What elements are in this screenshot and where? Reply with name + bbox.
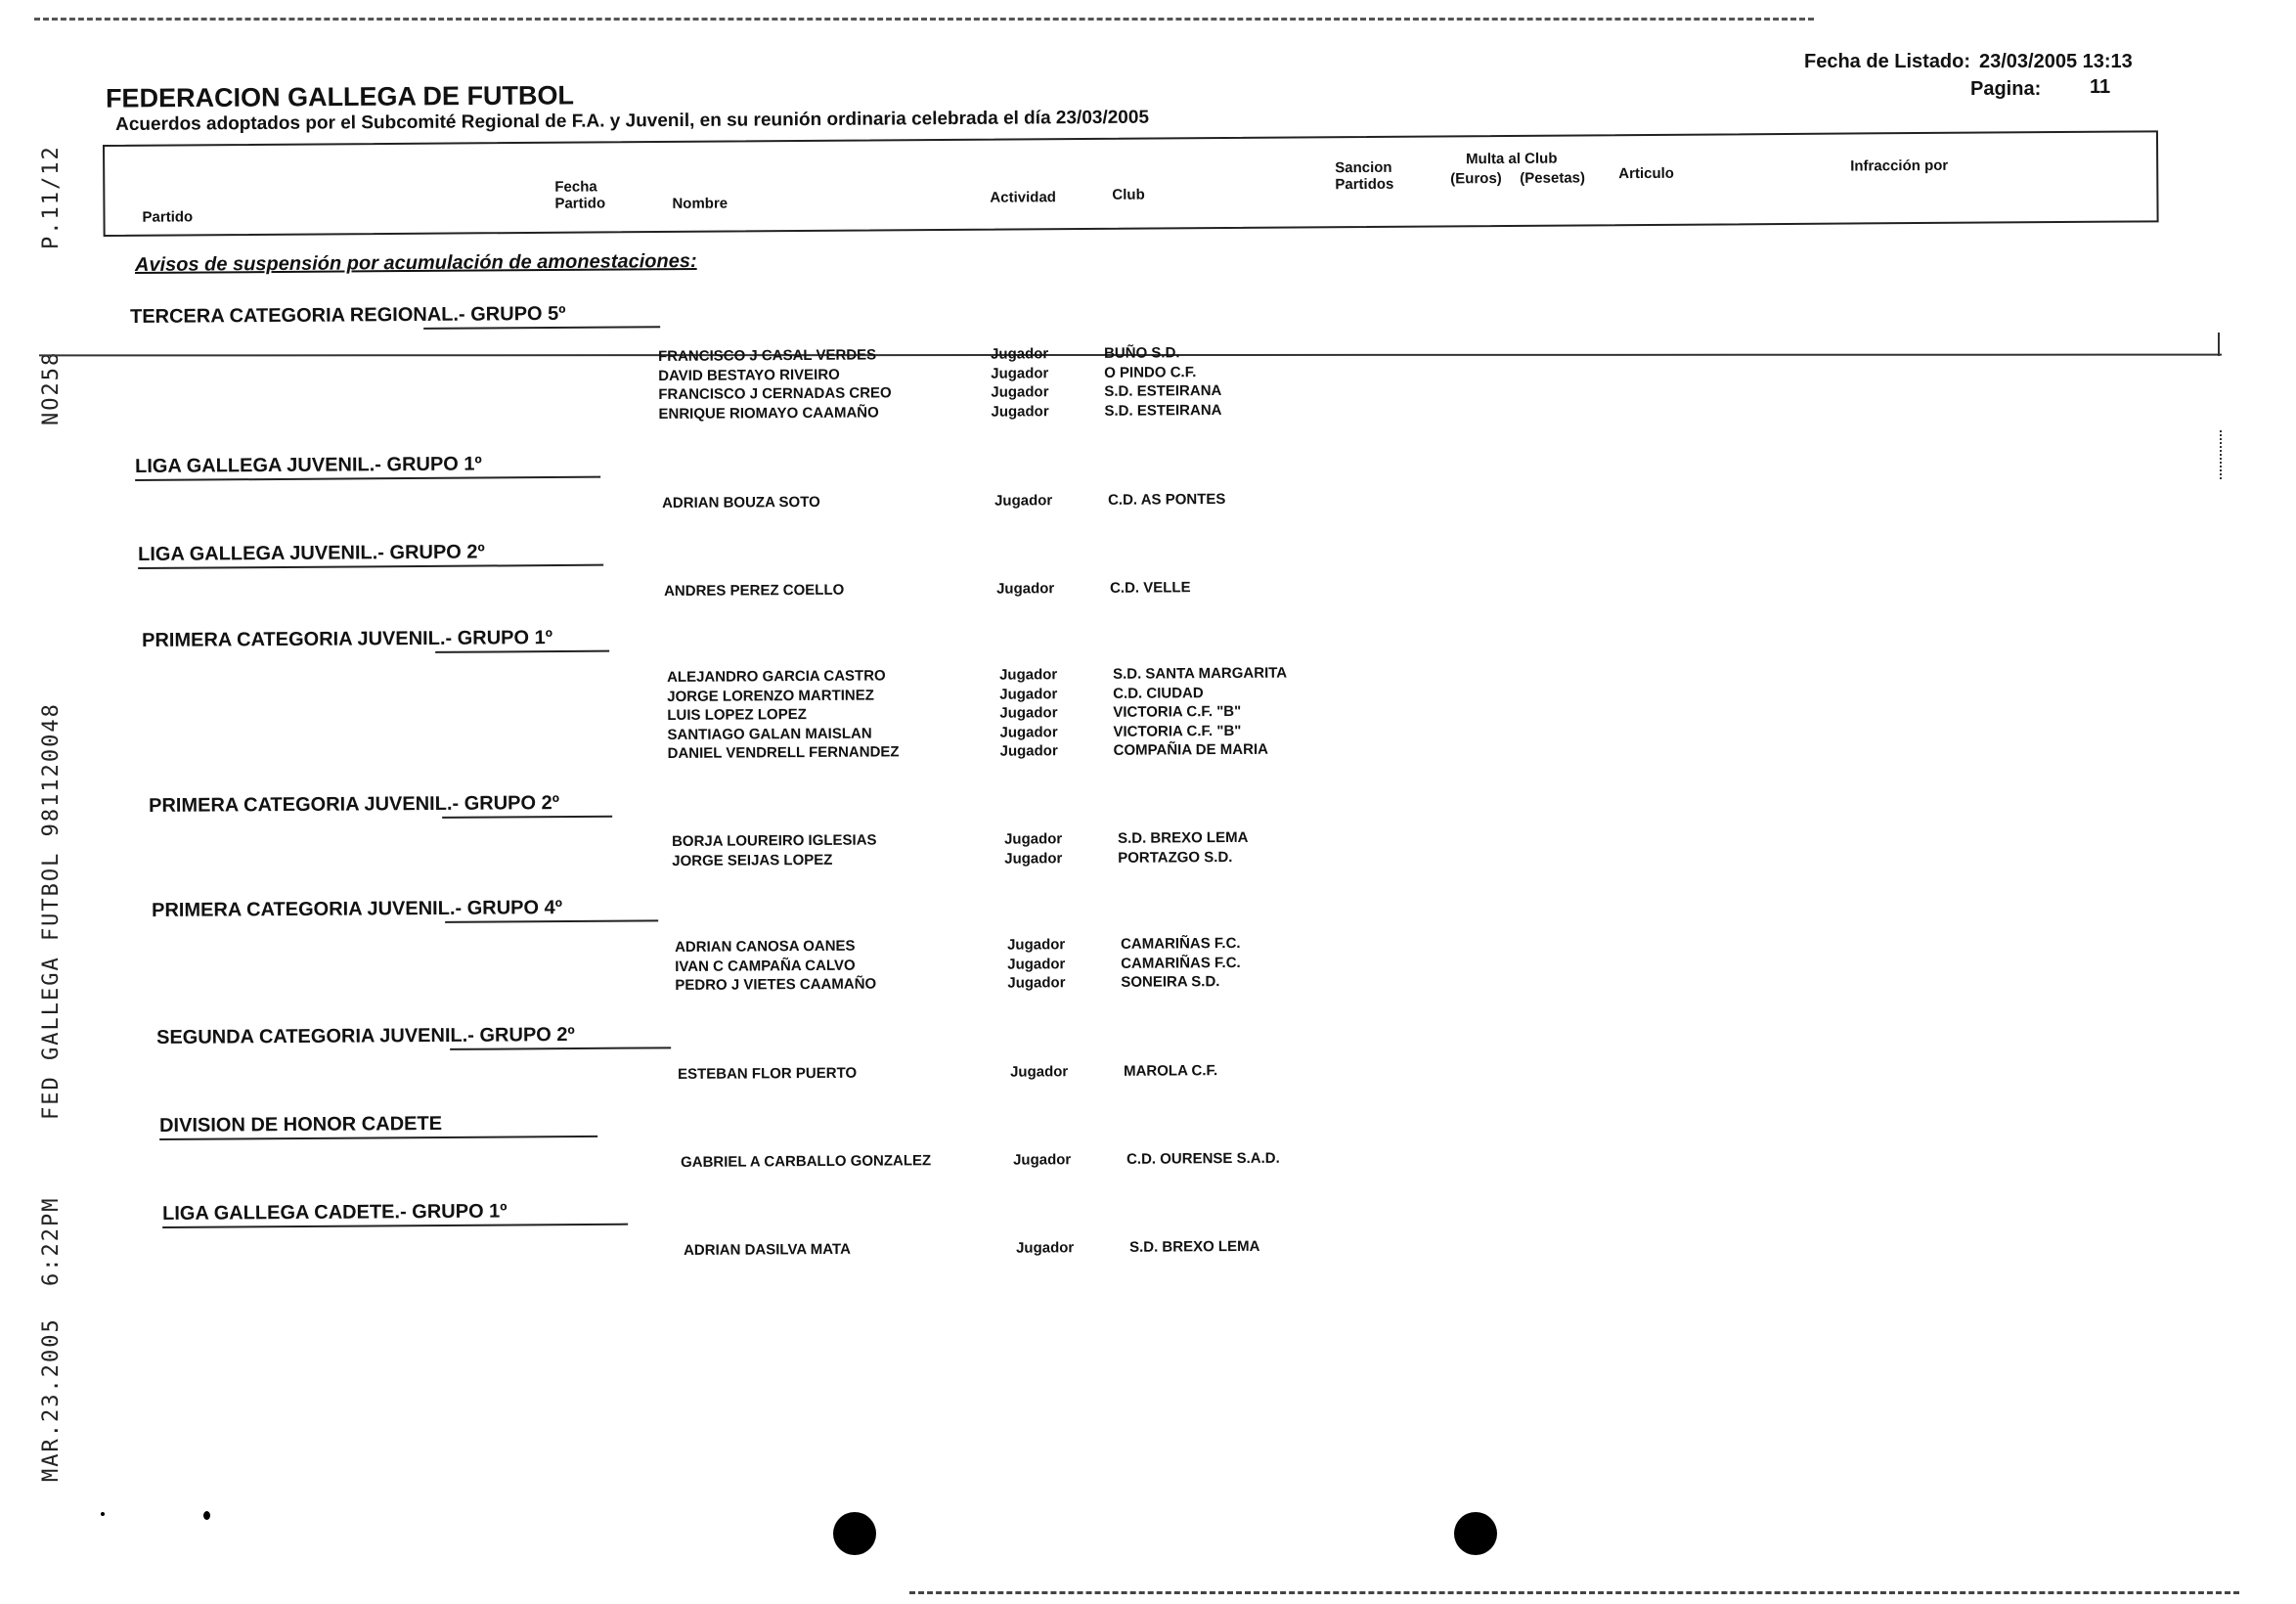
row-name: DAVID BESTAYO RIVEIRO: [658, 366, 840, 384]
group-title: LIGA GALLEGA JUVENIL.- GRUPO 2º: [138, 541, 485, 565]
fax-transmission-header: [39, 112, 78, 1482]
col-partido: Partido: [142, 208, 194, 226]
row-club: C.D. CIUDAD: [1113, 684, 1204, 702]
scan-artifact-top-dashes: [34, 18, 1814, 21]
scan-speck: [101, 1512, 105, 1516]
group-segunda-juvenil-2: [156, 1024, 575, 1049]
page-number: 11: [2090, 76, 2111, 98]
group-underline: [435, 650, 609, 653]
row-activity: Jugador: [991, 402, 1049, 421]
row-name: ENRIQUE RIOMAYO CAAMAÑO: [658, 403, 879, 423]
group-title: PRIMERA CATEGORIA JUVENIL.- GRUPO 2º: [149, 792, 560, 817]
row-club: SONEIRA S.D.: [1121, 973, 1220, 991]
row-name: GABRIEL A CARBALLO GONZALEZ: [681, 1152, 932, 1171]
row-club: C.D. AS PONTES: [1107, 490, 1226, 509]
row-name: ALEJANDRO GARCIA CASTRO: [667, 667, 886, 686]
listing-date-value: 23/03/2005 13:13: [1979, 51, 2133, 72]
row-activity: Jugador: [1003, 830, 1063, 848]
row-activity: Jugador: [999, 723, 1058, 741]
col-club: Club: [1112, 186, 1145, 203]
row-activity: Jugador: [999, 685, 1058, 703]
row-club: VICTORIA C.F. "B": [1113, 722, 1242, 740]
col-nombre: Nombre: [672, 195, 729, 212]
col-multa-club: Multa al Club: [1466, 150, 1558, 168]
row-activity: Jugador: [1012, 1151, 1072, 1169]
row-name: ADRIAN DASILVA MATA: [684, 1240, 851, 1259]
listing-date-label: Fecha de Listado:: [1804, 51, 1971, 72]
scan-artifact-bottom-dashes: [909, 1591, 2239, 1594]
document-subtitle: Acuerdos adoptados por el Subcomité Regional de F.A. y Juvenil, en su reunión ordinaria celebrada el día 23/03/2005: [115, 107, 1150, 135]
row-activity: Jugador: [991, 383, 1049, 401]
row-club: C.D. VELLE: [1109, 579, 1191, 597]
col-fecha-partido: Fecha Partido: [554, 178, 606, 212]
group-underline: [423, 326, 660, 330]
col-infraccion: Infracción por: [1850, 156, 1949, 175]
row-club: S.D. BREXO LEMA: [1117, 828, 1249, 847]
group-tercera-regional-5: [130, 303, 566, 329]
col-articulo: Articulo: [1618, 164, 1674, 183]
scan-artifact-dots: [2220, 430, 2222, 479]
row-activity: Jugador: [1004, 849, 1063, 868]
col-actividad: Actividad: [990, 189, 1056, 206]
group-title: PRIMERA CATEGORIA JUVENIL.- GRUPO 4º: [152, 897, 563, 921]
group-primera-juvenil-4: [152, 897, 562, 922]
group-title: LIGA GALLEGA JUVENIL.- GRUPO 1º: [135, 453, 482, 477]
row-name: DANIEL VENDRELL FERNANDEZ: [667, 743, 900, 762]
row-club: S.D. ESTEIRANA: [1104, 381, 1222, 400]
group-primera-juvenil-1: [142, 627, 552, 652]
row-club: VICTORIA C.F. "B": [1113, 702, 1242, 721]
row-club: CAMARIÑAS F.C.: [1120, 934, 1241, 953]
row-club: COMPAÑIA DE MARIA: [1113, 740, 1268, 759]
row-activity: Jugador: [995, 580, 1055, 598]
fax-date: MAR.23.2005: [39, 1317, 64, 1482]
punch-hole-left: [833, 1512, 876, 1555]
row-activity: Jugador: [990, 345, 1049, 363]
punch-hole-right: [1454, 1512, 1497, 1555]
group-primera-juvenil-2: [149, 792, 559, 818]
row-name: FRANCISCO J CASAL VERDES: [658, 346, 877, 365]
row-name: ESTEBAN FLOR PUERTO: [678, 1064, 858, 1083]
group-liga-juvenil-1: [135, 454, 482, 478]
row-club: O PINDO C.F.: [1104, 363, 1197, 381]
fax-time: 6:22PM: [39, 1196, 64, 1286]
row-name: JORGE SEIJAS LOPEZ: [672, 851, 833, 869]
row-activity: Jugador: [999, 704, 1058, 722]
organization-title: FEDERACION GALLEGA DE FUTBOL: [105, 80, 575, 113]
row-club: C.D. OURENSE S.A.D.: [1126, 1149, 1280, 1168]
group-title: PRIMERA CATEGORIA JUVENIL.- GRUPO 1º: [142, 627, 553, 651]
row-club: S.D. SANTA MARGARITA: [1112, 664, 1288, 683]
group-liga-juvenil-2: [138, 542, 485, 566]
row-activity: Jugador: [993, 492, 1053, 510]
row-name: IVAN C CAMPAÑA CALVO: [675, 957, 856, 975]
row-name: JORGE LORENZO MARTINEZ: [667, 687, 874, 705]
row-club: PORTAZGO S.D.: [1118, 848, 1233, 867]
row-name: PEDRO J VIETES CAAMAÑO: [675, 975, 877, 994]
group-liga-cadete-1: [162, 1201, 508, 1225]
row-name: LUIS LOPEZ LOPEZ: [667, 706, 807, 724]
row-activity: Jugador: [1015, 1239, 1075, 1257]
fax-sender: FED GALLEGA FUTBOL 981120048: [39, 702, 64, 1120]
row-club: CAMARIÑAS F.C.: [1121, 954, 1241, 972]
fax-page: P.11/12: [39, 145, 64, 249]
col-pesetas: (Pesetas): [1520, 169, 1586, 187]
row-activity: Jugador: [998, 666, 1058, 684]
col-euros: (Euros): [1450, 170, 1502, 188]
row-activity: Jugador: [1009, 1063, 1069, 1081]
column-header-box: [103, 130, 2159, 237]
scan-speck: [203, 1511, 210, 1520]
section-title: Avisos de suspensión por acumulación de amonestaciones:: [134, 249, 697, 277]
fax-number: NO258: [39, 350, 64, 425]
row-name: ADRIAN CANOSA OANES: [675, 937, 856, 956]
group-underline: [442, 816, 612, 819]
group-title: SEGUNDA CATEGORIA JUVENIL.- GRUPO 2º: [156, 1024, 575, 1048]
row-activity: Jugador: [1006, 936, 1066, 954]
row-name: SANTIAGO GALAN MAISLAN: [667, 725, 872, 743]
row-club: MAROLA C.F.: [1123, 1062, 1218, 1080]
row-name: BORJA LOUREIRO IGLESIAS: [672, 831, 877, 850]
row-club: S.D. BREXO LEMA: [1128, 1237, 1260, 1256]
row-name: ANDRES PEREZ COELLO: [664, 581, 845, 600]
row-name: ADRIAN BOUZA SOTO: [662, 493, 820, 512]
group-underline: [445, 919, 658, 923]
scan-artifact-tick: [2218, 333, 2220, 356]
group-division-honor-cadete: [159, 1113, 442, 1137]
group-rows: [658, 344, 1222, 424]
group-title: TERCERA CATEGORIA REGIONAL.- GRUPO 5º: [130, 302, 566, 328]
row-club: BUÑO S.D.: [1103, 344, 1180, 362]
row-name: FRANCISCO J CERNADAS CREO: [658, 384, 892, 403]
row-activity: Jugador: [991, 364, 1049, 382]
group-underline: [450, 1047, 671, 1050]
group-rows: [667, 664, 1288, 764]
group-title: LIGA GALLEGA CADETE.- GRUPO 1º: [162, 1200, 508, 1225]
row-club: S.D. ESTEIRANA: [1104, 401, 1222, 420]
col-sancion-partidos: Sancion Partidos: [1335, 158, 1394, 194]
group-title: DIVISION DE HONOR CADETE: [159, 1112, 443, 1136]
row-activity: Jugador: [1007, 974, 1066, 992]
page-label: Pagina:: [1970, 78, 2042, 100]
row-activity: Jugador: [999, 742, 1058, 760]
row-activity: Jugador: [1007, 955, 1066, 973]
